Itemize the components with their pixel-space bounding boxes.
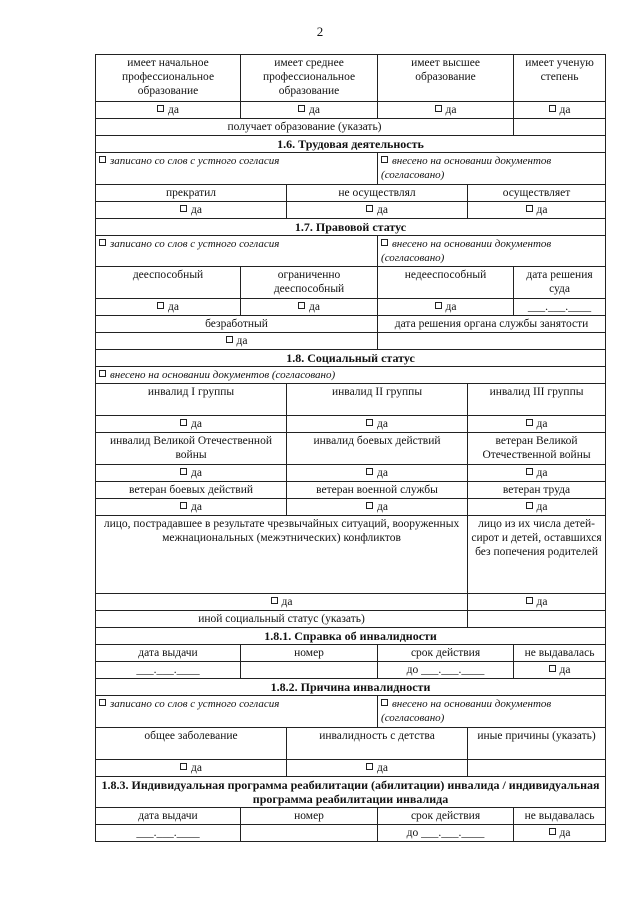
checkbox-icon[interactable] <box>381 156 388 163</box>
checkbox-icon[interactable] <box>157 302 164 309</box>
social-wwii-disabled-yes[interactable]: да <box>96 465 287 482</box>
edu-receiving-field[interactable] <box>514 119 606 136</box>
social-disabled-2-yes[interactable]: да <box>287 416 468 433</box>
checkbox-icon[interactable] <box>526 502 533 509</box>
employment-decision-label: дата решения органа службы занятости <box>378 316 606 333</box>
checkbox-icon[interactable] <box>157 105 164 112</box>
program-title: 1.8.3. Индивидуальная программа реабилитации (абилитации) инвалида / индивидуальная программа реабилитации инвалида <box>96 777 606 808</box>
legal-limited-header: ограниченно дееспособный <box>241 267 378 299</box>
legal-capable-yes[interactable]: да <box>96 299 241 316</box>
social-wwii-veteran-yes[interactable]: да <box>468 465 606 482</box>
legal-court-date-header: дата решения суда <box>514 267 606 299</box>
social-combat-disabled-header: инвалид боевых действий <box>287 433 468 465</box>
cause-childhood-yes[interactable]: да <box>287 760 468 777</box>
certificate-not-issued-yes[interactable]: да <box>514 662 606 679</box>
social-other-label: иной социальный статус (указать) <box>96 611 468 628</box>
checkbox-icon[interactable] <box>298 105 305 112</box>
checkbox-icon[interactable] <box>526 597 533 604</box>
checkbox-icon[interactable] <box>366 763 373 770</box>
checkbox-icon[interactable] <box>99 699 106 706</box>
social-src-docs[interactable]: внесено на основании документов (согласовано) <box>96 367 606 384</box>
edu-higher-yes[interactable]: да <box>378 102 514 119</box>
social-military-veteran-header: ветеран военной службы <box>287 482 468 499</box>
legal-incapable-yes[interactable]: да <box>378 299 514 316</box>
form-table <box>95 54 606 842</box>
certificate-validity-field[interactable]: до ___.___.____ <box>378 662 514 679</box>
program-date-field[interactable]: ___.___.____ <box>96 825 241 842</box>
social-emergency-yes[interactable]: да <box>96 594 468 611</box>
edu-initial-yes[interactable]: да <box>96 102 241 119</box>
checkbox-icon[interactable] <box>549 105 556 112</box>
checkbox-icon[interactable] <box>180 205 187 212</box>
social-disabled-3-header: инвалид III группы <box>468 384 606 416</box>
social-disabled-1-header: инвалид I группы <box>96 384 287 416</box>
cause-title: 1.8.2. Причина инвалидности <box>96 679 606 696</box>
checkbox-icon[interactable] <box>526 419 533 426</box>
checkbox-icon[interactable] <box>99 156 106 163</box>
program-not-issued-yes[interactable]: да <box>514 825 606 842</box>
labor-never-yes[interactable]: да <box>287 202 468 219</box>
certificate-number-field[interactable] <box>241 662 378 679</box>
legal-limited-yes[interactable]: да <box>241 299 378 316</box>
program-number-header: номер <box>241 808 378 825</box>
cause-src-oral[interactable]: записано со слов с устного согласия <box>96 696 378 728</box>
program-number-field[interactable] <box>241 825 378 842</box>
certificate-number-header: номер <box>241 645 378 662</box>
checkbox-icon[interactable] <box>366 205 373 212</box>
labor-never-header: не осуществлял <box>287 185 468 202</box>
checkbox-icon[interactable] <box>99 370 106 377</box>
social-combat-disabled-yes[interactable]: да <box>287 465 468 482</box>
checkbox-icon[interactable] <box>366 468 373 475</box>
checkbox-icon[interactable] <box>435 302 442 309</box>
legal-src-oral[interactable]: записано со слов с устного согласия <box>96 236 378 267</box>
checkbox-icon[interactable] <box>180 502 187 509</box>
edu-secondary-yes[interactable]: да <box>241 102 378 119</box>
labor-active-header: осуществляет <box>468 185 606 202</box>
labor-src-docs[interactable]: внесено на основании документов (согласовано) <box>378 153 606 185</box>
social-disabled-2-header: инвалид II группы <box>287 384 468 416</box>
certificate-date-header: дата выдачи <box>96 645 241 662</box>
checkbox-icon[interactable] <box>381 699 388 706</box>
program-date-header: дата выдачи <box>96 808 241 825</box>
program-not-issued-header: не выдавалась <box>514 808 606 825</box>
checkbox-icon[interactable] <box>549 828 556 835</box>
edu-higher-header: имеет высшее образование <box>378 55 514 102</box>
labor-title: 1.6. Трудовая деятельность <box>96 136 606 153</box>
program-validity-header: срок действия <box>378 808 514 825</box>
social-other-field[interactable] <box>468 611 606 628</box>
cause-childhood-header: инвалидность с детства <box>287 728 468 760</box>
cause-other-field[interactable] <box>468 760 606 777</box>
checkbox-icon[interactable] <box>180 468 187 475</box>
cause-general-header: общее заболевание <box>96 728 287 760</box>
social-emergency-header: лицо, пострадавшее в результате чрезвычайных ситуаций, вооруженных межнациональных (межэтнических) конфликтов <box>96 516 468 594</box>
social-disabled-1-yes[interactable]: да <box>96 416 287 433</box>
labor-src-oral[interactable]: записано со слов с устного согласия <box>96 153 378 185</box>
checkbox-icon[interactable] <box>526 468 533 475</box>
certificate-validity-header: срок действия <box>378 645 514 662</box>
checkbox-icon[interactable] <box>366 502 373 509</box>
employment-decision-field[interactable] <box>378 333 606 350</box>
checkbox-icon[interactable] <box>366 419 373 426</box>
certificate-title: 1.8.1. Справка об инвалидности <box>96 628 606 645</box>
legal-title: 1.7. Правовой статус <box>96 219 606 236</box>
social-title: 1.8. Социальный статус <box>96 350 606 367</box>
checkbox-icon[interactable] <box>271 597 278 604</box>
social-disabled-3-yes[interactable]: да <box>468 416 606 433</box>
social-combat-veteran-header: ветеран боевых действий <box>96 482 287 499</box>
social-labor-veteran-yes[interactable]: да <box>468 499 606 516</box>
legal-capable-header: дееспособный <box>96 267 241 299</box>
social-wwii-disabled-header: инвалид Великой Отечественной войны <box>96 433 287 465</box>
checkbox-icon[interactable] <box>99 239 106 246</box>
edu-secondary-header: имеет среднее профессиональное образование <box>241 55 378 102</box>
social-wwii-veteran-header: ветеран Великой Отечественной войны <box>468 433 606 465</box>
social-labor-veteran-header: ветеран труда <box>468 482 606 499</box>
social-combat-veteran-yes[interactable]: да <box>96 499 287 516</box>
certificate-date-field[interactable]: ___.___.____ <box>96 662 241 679</box>
checkbox-icon[interactable] <box>226 336 233 343</box>
checkbox-icon[interactable] <box>180 419 187 426</box>
checkbox-icon[interactable] <box>381 239 388 246</box>
checkbox-icon[interactable] <box>435 105 442 112</box>
cause-src-docs[interactable]: внесено на основании документов (согласовано) <box>378 696 606 728</box>
certificate-not-issued-header: не выдавалась <box>514 645 606 662</box>
social-orphans-header: лицо из их числа детей-сирот и детей, оставшихся без попечения родителей <box>468 516 606 594</box>
program-validity-field[interactable]: до ___.___.____ <box>378 825 514 842</box>
checkbox-icon[interactable] <box>526 205 533 212</box>
edu-degree-header: имеет ученую степень <box>514 55 606 102</box>
labor-stopped-yes[interactable]: да <box>96 202 287 219</box>
legal-incapable-header: недееспособный <box>378 267 514 299</box>
cause-general-yes[interactable]: да <box>96 760 287 777</box>
labor-stopped-header: прекратил <box>96 185 287 202</box>
legal-src-docs[interactable]: внесено на основании документов (согласовано) <box>378 236 606 267</box>
cause-other-header: иные причины (указать) <box>468 728 606 760</box>
page-number: 2 <box>316 24 324 39</box>
unemployed-label: безработный <box>96 316 378 333</box>
checkbox-icon[interactable] <box>549 665 556 672</box>
social-orphans-yes[interactable]: да <box>468 594 606 611</box>
unemployed-yes[interactable]: да <box>96 333 378 350</box>
checkbox-icon[interactable] <box>180 763 187 770</box>
edu-degree-yes[interactable]: да <box>514 102 606 119</box>
edu-receiving-label: получает образование (указать) <box>96 119 514 136</box>
social-military-veteran-yes[interactable]: да <box>287 499 468 516</box>
edu-initial-header: имеет начальное профессиональное образование <box>96 55 241 102</box>
checkbox-icon[interactable] <box>298 302 305 309</box>
legal-court-date-field[interactable]: ___.___.____ <box>514 299 606 316</box>
labor-active-yes[interactable]: да <box>468 202 606 219</box>
